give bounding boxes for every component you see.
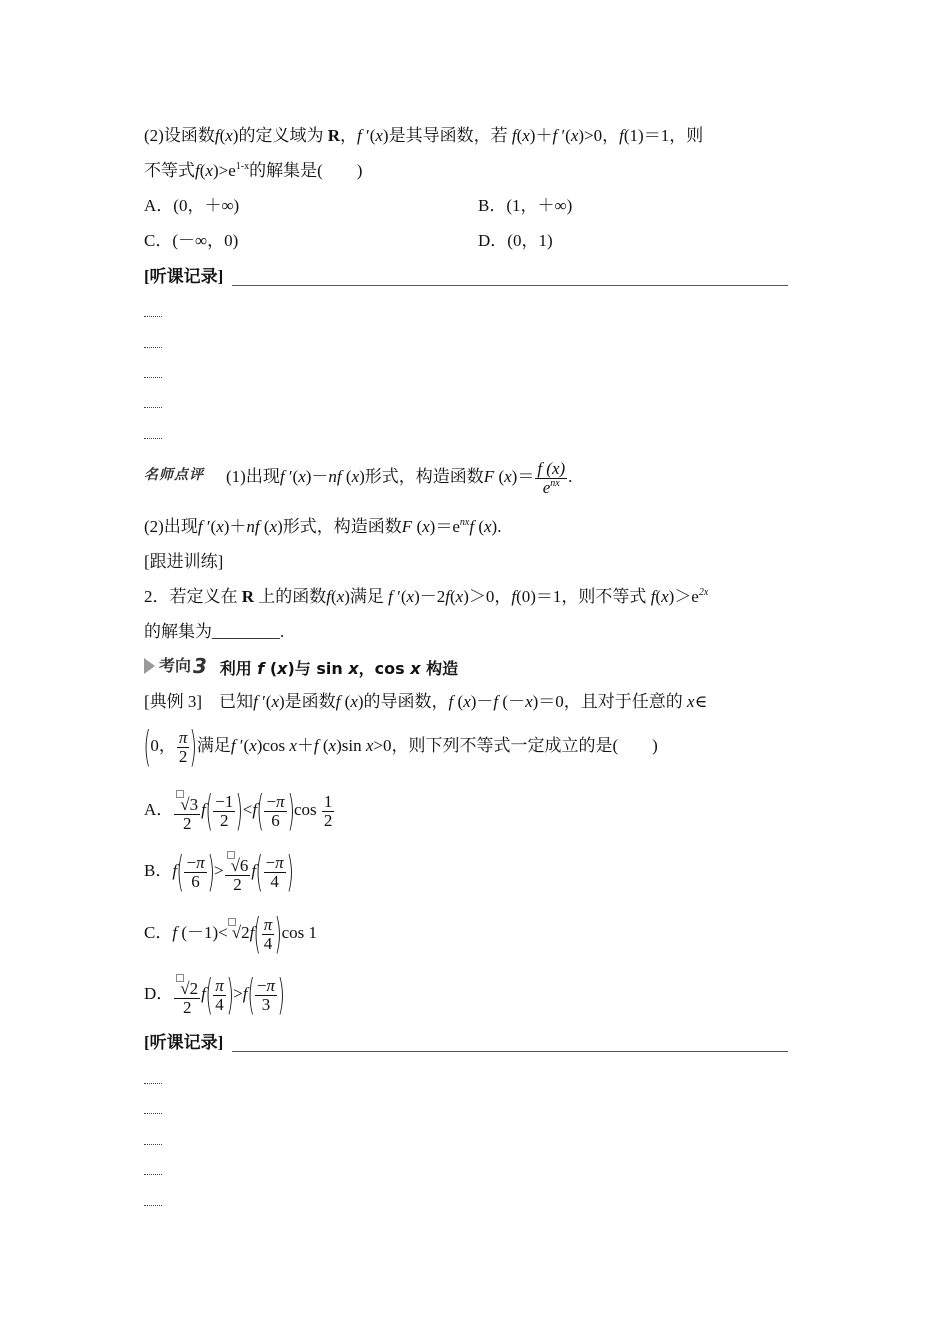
construct-fraction: $\frac{f (x)}{e^{nx}}$	[537, 458, 566, 497]
teacher-comment-badge: 名师点评	[144, 467, 204, 483]
notes-rule-2	[232, 1051, 788, 1052]
notes-dot-line	[144, 347, 162, 348]
notes-dot-line	[144, 1083, 162, 1084]
q2-line-2: 不等式$f(x)>e^{1-x}$的解集是( )	[144, 161, 363, 180]
q2-option-d: D．(0，1)	[478, 231, 553, 250]
notes-dot-line	[144, 1113, 162, 1114]
example-3-line-1: [典例 3] 已知f ′(x)是函数f (x)的导函数，f (x)－f (－x)＝0，且对于任意的 x∈	[144, 692, 708, 711]
section-tag: 考向 3	[144, 654, 207, 678]
triangle-icon	[144, 658, 155, 674]
notes-dot-line	[144, 377, 162, 378]
q2-option-a: A．(0，＋∞)	[144, 196, 240, 215]
notes-label-1: [听课记录]	[144, 267, 224, 286]
q2-option-b: B．(1，＋∞)	[478, 196, 573, 215]
q2-line-1: (2)设函数f(x)的定义域为 R，f ′(x)是其导函数，若 f(x)＋f ′(x)>0，f(1)＝1，则	[144, 126, 704, 145]
example-3-option-c: C．f (－1)< √2f( $\frac{\pi}{4}$ )cos 1	[144, 909, 318, 959]
notes-dot-line	[144, 1144, 162, 1145]
follow-up-question-line-1: 2．若定义在 R 上的函数f(x)满足 f ′(x)－2f(x)＞0，f(0)＝1，则不等式 $f(x)>e^{2x}$	[144, 587, 709, 606]
teacher-comment-p1: (1)出现f ′(x)－nf (x)形式，构造函数F (x)＝ $\frac{f (x)}{e^{nx}}$ .	[226, 458, 573, 497]
example-3-line-2: (0， $\frac{\pi}{2}$ )满足f ′(x)cos x＋f (x)sin x>0，则下列不等式一定成立的是( )	[143, 722, 658, 772]
section-3-heading: 考向 3 利用 f (x)与 sin x，cos x 构造	[144, 654, 458, 681]
notes-dot-line	[144, 316, 162, 317]
example-3-option-a: A． $\frac{√3}{2}$ f( $\frac{-1}{2}$ )<f( $\frac{-\pi}{6}$ )cos $\frac{1}{2}$	[144, 786, 333, 836]
example-3-option-b: B．f( $\frac{-\pi}{6}$ )> $\frac{√6}{2}$ f( $\frac{-\pi}{4}$ )	[144, 847, 294, 897]
notes-dot-line	[144, 1174, 162, 1175]
example-3-option-d: D． $\frac{√2}{2}$ f( $\frac{\pi}{4}$ )>f( $\frac{-\pi}{3}$ )	[144, 970, 285, 1020]
q2-option-c: C．(－∞，0)	[144, 231, 239, 250]
notes-label-2: [听课记录]	[144, 1033, 224, 1052]
notes-rule-1	[232, 285, 788, 286]
follow-up-label: [跟进训练]	[144, 552, 224, 571]
notes-dot-line	[144, 438, 162, 439]
teacher-comment-p2: (2)出现f ′(x)＋nf (x)形式，构造函数F $(x)=e^{nx}f$ (x).	[144, 517, 502, 536]
notes-dot-line	[144, 1205, 162, 1206]
follow-up-question-line-2: 的解集为________.	[144, 622, 285, 641]
notes-dot-line	[144, 407, 162, 408]
